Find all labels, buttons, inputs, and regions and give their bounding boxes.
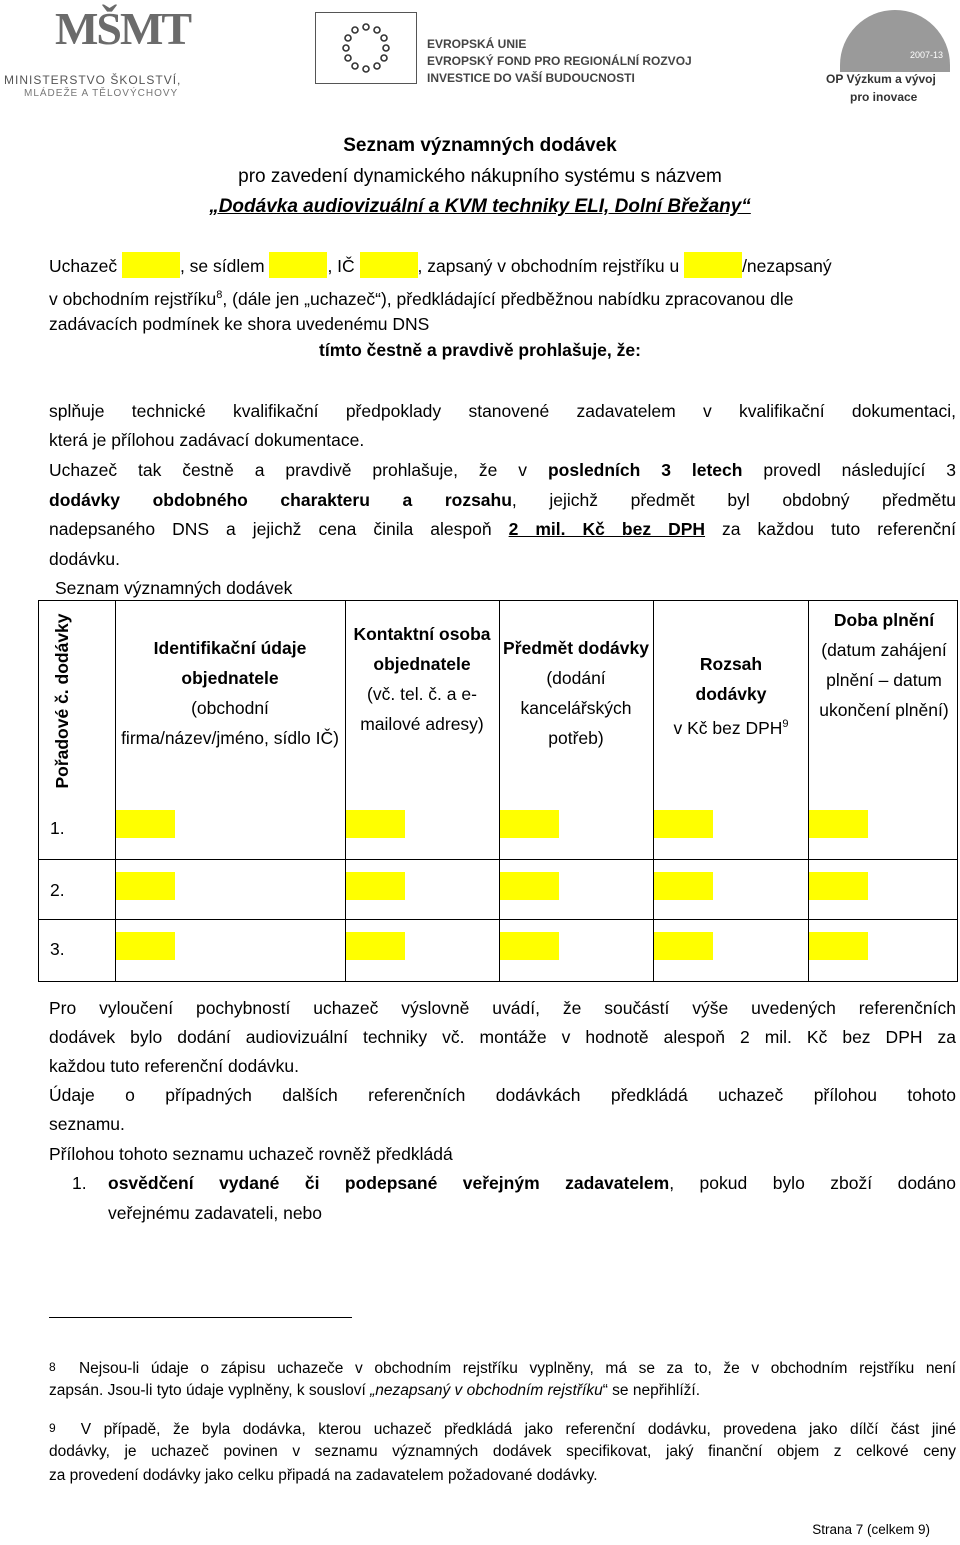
para2-text-c: provedl následující 3 <box>742 460 956 480</box>
msmt-line2: MLÁDEŽE A TĚLOVÝCHOVY <box>24 88 179 99</box>
intro-line3: zadávacích podmínek ke shora uvedenému DNS <box>49 314 430 334</box>
eu-line2: EVROPSKÝ FOND PRO REGIONÁLNÍ ROZVOJ <box>427 54 692 68</box>
row1-subject-field[interactable] <box>500 810 559 838</box>
intro-line2-pre: v obchodním rejstříku <box>49 288 217 309</box>
eu-line1: EVROPSKÁ UNIE <box>427 37 527 51</box>
intro-text-d: , zapsaný v obchodním rejstříku u <box>417 256 685 276</box>
footnote8-italic: „nezapsaný v obchodním rejstříku <box>370 1382 603 1399</box>
para2-bold-amount: 2 mil. Kč bez DPH <box>508 519 706 539</box>
op-year: 2007-13 <box>910 50 944 60</box>
para5: Přílohou tohoto seznamu uchazeč rovněž předkládá <box>49 1144 453 1164</box>
register-court-field[interactable] <box>684 252 742 278</box>
footnote8-text2a: zapsán. Jsou-li tyto údaje vyplněny, k sousloví <box>49 1382 371 1399</box>
col-header-contact-bold: Kontaktní osoba objednatele <box>353 624 491 674</box>
page-number: Strana 7 (celkem 9) <box>812 1522 930 1537</box>
intro-text-c: , IČ <box>327 256 360 276</box>
msmt-logo <box>0 0 205 105</box>
para3-line1: Pro vyloučení pochybností uchazeč výslovně uvádí, že součástí výše uvedených referenčních <box>49 998 956 1018</box>
row1-client-field[interactable] <box>116 810 175 838</box>
footnote8-number: 8 <box>49 1360 56 1374</box>
declaration-heading: tímto čestně a pravdivě prohlašuje, že: <box>319 340 641 360</box>
op-line2: pro inovace <box>850 90 918 104</box>
intro-line1 <box>49 252 956 281</box>
col-header-contact-detail: (vč. tel. č. a e-mailové adresy) <box>360 684 484 734</box>
para2-line2 <box>49 486 956 515</box>
para2-text-l3c: za každou tuto referenční <box>705 519 956 539</box>
eu-logo <box>315 12 692 92</box>
intro-text-b: , se sídlem <box>179 256 270 276</box>
para2-bold-character: dodávky obdobného charakteru a rozsahu <box>49 490 512 510</box>
para2-bold-years: posledních 3 letech <box>547 460 743 480</box>
company-id-field[interactable] <box>360 252 418 278</box>
list-item-bold: osvědčení vydané či podepsané veřejným zadavatelem <box>108 1173 670 1193</box>
para3-line3: každou tuto referenční dodávku. <box>49 1056 300 1076</box>
intro-text-a: Uchazeč <box>49 256 122 276</box>
col-header-period <box>811 605 957 725</box>
row-number-1: 1. <box>50 818 65 838</box>
col-header-subject <box>503 633 649 753</box>
para4-line1: Údaje o případných dalších referenčních dodávkách předkládá uchazeč přílohou tohoto <box>49 1085 956 1105</box>
para1-line1: splňuje technické kvalifikační předpoklady stanovené zadavatelem v kvalifikační dokumentaci, <box>49 401 956 421</box>
footnote9-line2: dodávky, je uchazeč povinen v seznamu významných dodávek specifikovat, jaký finanční objem z celkové ceny <box>49 1443 956 1460</box>
op-vavpi-logo <box>810 10 960 110</box>
list-title: Seznam významných dodávek <box>55 578 293 598</box>
col-header-client-detail: (obchodní firma/název/jméno, sídlo IČ) <box>121 698 339 748</box>
row-number-2: 2. <box>50 880 65 900</box>
eu-text <box>427 36 692 87</box>
col-header-contact <box>349 619 495 739</box>
row-number-3: 3. <box>50 939 65 959</box>
footnote9-line3: za provedení dodávky jako celku připadá na zadavatelem požadované dodávky. <box>49 1467 598 1484</box>
footnote-ref-8: 8 <box>216 289 223 301</box>
col-header-subject-detail: (dodání kancelářských potřeb) <box>520 668 632 748</box>
para1-line2: která je přílohou zadávací dokumentace. <box>49 430 365 450</box>
col-header-scope-detail: v Kč bez DPH <box>673 717 783 738</box>
footnote8-text2c: “ se nepřihlíží. <box>602 1382 701 1399</box>
col-header-order: Pořadové č. dodávky <box>52 613 72 789</box>
row3-period-field[interactable] <box>809 932 868 960</box>
col-header-subject-bold: Předmět dodávky <box>503 638 649 658</box>
para2-text-l2b: , jejichž předmět byl obdobný předmětu <box>511 490 956 510</box>
eu-line3: INVESTICE DO VAŠÍ BUDOUCNOSTI <box>427 71 635 85</box>
document-subtitle: pro zavedení dynamického nákupního systému s názvem <box>238 166 722 187</box>
footnote9-number: 9 <box>49 1421 56 1435</box>
para4-line2: seznamu. <box>49 1114 125 1134</box>
msmt-line1: MINISTERSTVO ŠKOLSTVÍ, <box>4 73 182 87</box>
col-header-client-bold: Identifikační údaje objednatele <box>153 638 307 688</box>
footnote8-text1: Nejsou-li údaje o zápisu uchazeče v obchodním rejstříku vyplněny, má se za to, že v obchodním rejstříku není <box>78 1360 956 1377</box>
row2-scope-field[interactable] <box>654 872 713 900</box>
applicant-name-field[interactable] <box>122 252 180 278</box>
footnote-ref-9: 9 <box>782 718 789 730</box>
list-item-rest: , pokud bylo zboží dodáno <box>669 1173 956 1193</box>
intro-line2 <box>49 281 956 314</box>
col-header-scope-bold: Rozsah dodávky <box>695 654 767 704</box>
para2-line3 <box>49 515 956 544</box>
row2-client-field[interactable] <box>116 872 175 900</box>
para2-line4: dodávku. <box>49 549 121 569</box>
op-line1: OP Výzkum a vývoj <box>826 72 936 86</box>
footnote8-line1 <box>49 1355 956 1381</box>
para2-text-l3a: nadepsaného DNS a jejichž cena činila alespoň <box>49 519 509 539</box>
footnote9-line1 <box>49 1416 956 1442</box>
row3-subject-field[interactable] <box>500 932 559 960</box>
eu-flag-icon <box>315 12 417 84</box>
list-item-number: 1. <box>72 1173 87 1193</box>
row1-contact-field[interactable] <box>346 810 405 838</box>
document-title: Seznam významných dodávek <box>343 135 617 156</box>
tender-name: „Dodávka audiovizuální a KVM techniky ELI, Dolní Břežany“ <box>209 196 751 217</box>
footnote8-line2 <box>49 1379 956 1403</box>
footnote-separator <box>49 1317 352 1318</box>
msmt-mark: MŠMT <box>55 3 191 54</box>
col-header-client <box>119 633 341 753</box>
list-item-line1 <box>108 1169 956 1198</box>
col-header-scope <box>669 649 793 743</box>
deliveries-table <box>38 600 958 982</box>
list-item-line2: veřejnému zadavateli, nebo <box>108 1203 323 1223</box>
intro-text-e: /nezapsaný <box>742 256 832 276</box>
row2-period-field[interactable] <box>809 872 868 900</box>
row1-scope-field[interactable] <box>654 810 713 838</box>
row2-subject-field[interactable] <box>500 872 559 900</box>
row1-period-field[interactable] <box>809 810 868 838</box>
op-logo-arc <box>840 10 950 72</box>
footnote9-text1: V případě, že byla dodávka, kterou uchazeč předkládá jako referenční dodávku, provedena jako dílčí část jiné <box>80 1421 956 1438</box>
seat-field[interactable] <box>269 252 327 278</box>
para3-line2: dodávek bylo dodání audiovizuální techniky vč. montáže v hodnotě alespoň 2 mil. Kč bez DPH za <box>49 1027 956 1047</box>
row3-contact-field[interactable] <box>346 932 405 960</box>
row3-scope-field[interactable] <box>654 932 713 960</box>
col-header-period-detail: (datum zahájení plnění – datum ukončení plnění) <box>819 640 949 720</box>
para2-line1 <box>49 456 956 485</box>
row3-client-field[interactable] <box>116 932 175 960</box>
row2-contact-field[interactable] <box>346 872 405 900</box>
col-header-period-bold: Doba plnění <box>833 610 935 630</box>
intro-line2-post: , (dále jen „uchazeč“), předkládající předběžnou nabídku zpracovanou dle <box>222 288 794 309</box>
para2-text-a: Uchazeč tak čestně a pravdivě prohlašuje, že v <box>49 460 548 480</box>
